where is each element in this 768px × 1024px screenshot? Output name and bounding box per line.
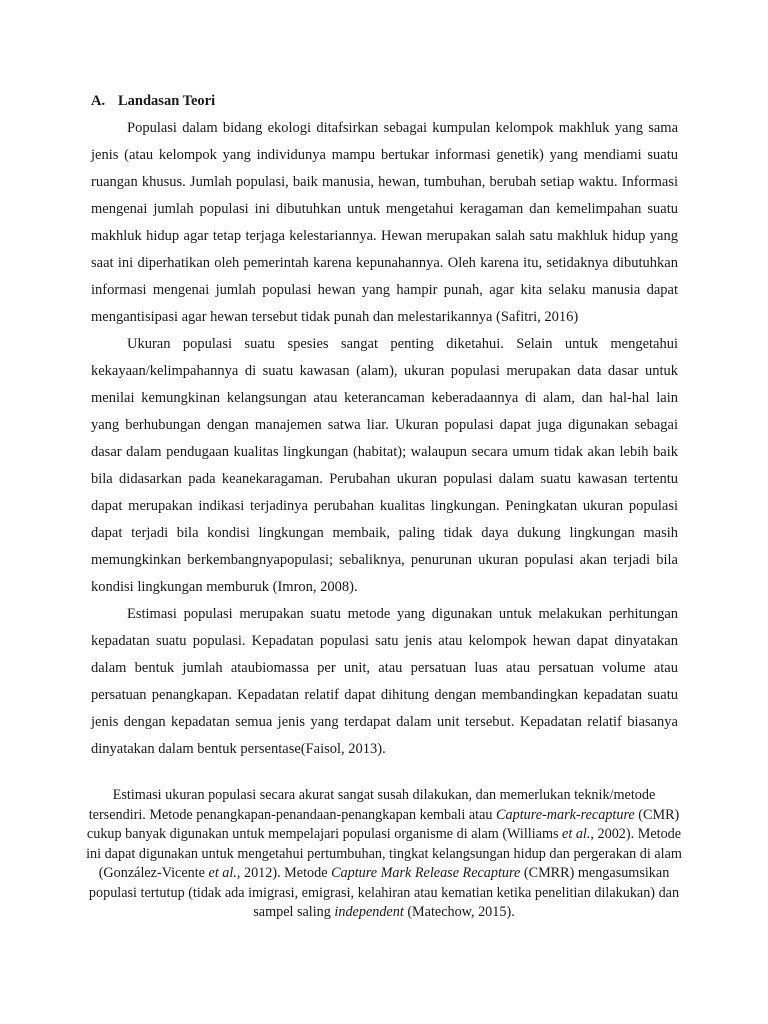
italic-term: et al. <box>562 826 591 842</box>
italic-term: independent <box>334 904 404 920</box>
italic-term: Capture-mark-recapture <box>496 806 635 823</box>
paragraph-3: Estimasi populasi merupakan suatu metode yang digunakan untuk melakukan perhitungan kepadatan suatu populasi. Kepadatan populasi satu jenis atau kelompok hewan dapat dinyatakan dalam bentuk jumlah ataubiomassa per unit, atau persatuan luas atau persatuan volume atau persatuan penangkapan. Kepadatan relatif dapat dihitung dengan membandingkan kepadatan suatu jenis dengan kepadatan semua jenis yang terdapat dalam unit tersebut. Kepadatan relatif biasanya dinyatakan dalam bentuk persentase(Faisol, 2013). <box>91 606 678 757</box>
centered-paragraph <box>84 786 684 923</box>
text-segment: , 2012). Metode <box>236 865 332 881</box>
text-segment: , 2002). Metode ini dapat digunakan untuk mengetahui pertumbuhan, tingkat kelangsungan hidup dan pergerakan di alam (González-Vicente <box>86 826 682 881</box>
paragraph-4 <box>84 786 684 923</box>
text-segment: (Matechow, 2015). <box>403 904 515 920</box>
paragraph-2: Ukuran populasi suatu spesies sangat penting diketahui. Selain untuk mengetahui kekayaan/kelimpahannya di suatu kawasan (alam), ukuran populasi merupakan data dasar untuk menilai kemungkinan kelangsungan atau keterancaman keberadaannya di alam, dan hal-hal lain yang berhubungan dengan manajemen satwa liar. Ukuran populasi dapat juga digunakan sebagai dasar dalam pendugaan kualitas lingkungan (habitat); walaupun secara umum tidak akan lebih baik bila didasarkan pada keanekaragaman. Perubahan ukuran populasi dalam suatu kawasan tertentu dapat merupakan indikasi terjadinya perubahan kualitas lingkungan. Peningkatan ukuran populasi dapat terjadi bila kondisi lingkungan membaik, paling tidak daya dukung lingkungan masih memungkinkan berkembangnyapopulasi; sebaliknya, penurunan ukuran populasi akan terjadi bila kondisi lingkungan memburuk (Imron, 2008). <box>91 336 678 595</box>
body-text <box>91 115 678 763</box>
paragraph-1: Populasi dalam bidang ekologi ditafsirkan sebagai kumpulan kelompok makhluk yang sama jenis (atau kelompok yang individunya mampu bertukar informasi genetik) yang mendiami suatu ruangan khusus. Jumlah populasi, baik manusia, hewan, tumbuhan, berubah setiap waktu. Informasi mengenai jumlah populasi ini dibutuhkan untuk mengetahui keragaman dan kemelimpahan suatu makhluk hidup agar tetap terjaga kelestariannya. Hewan merupakan salah satu makhluk hidup yang saat ini diperhatikan oleh pemerintah karena kepunahannya. Oleh karena itu, setidaknya dibutuhkan informasi mengenai jumlah populasi hewan yang hampir punah, agar kita selaku manusia dapat mengantisipasi agar hewan tersebut tidak punah dan melestarikannya (Safitri, 2016) <box>91 120 678 325</box>
section-number: A. <box>91 93 106 109</box>
text-segment: (CMRR) mengasumsikan populasi tertutup (tidak ada imigrasi, emigrasi, kelahiran atau kematian ketika penelitian dilakukan) dan sampel saling <box>88 865 680 920</box>
text-segment: Estimasi ukuran populasi secara akurat sangat susah dilakukan, dan memerlukan teknik/metode tersendiri. Metode penangkapan-penandaan-penangkapan kembali atau <box>88 787 656 823</box>
section-heading <box>91 93 215 110</box>
section-title: Landasan Teori <box>118 93 216 109</box>
text-segment: (CMR) cukup banyak digunakan untuk mempelajari populasi organisme di alam (Williams <box>86 806 680 842</box>
italic-term: et al. <box>208 865 237 881</box>
italic-term: Capture Mark Release Recapture <box>331 865 521 881</box>
